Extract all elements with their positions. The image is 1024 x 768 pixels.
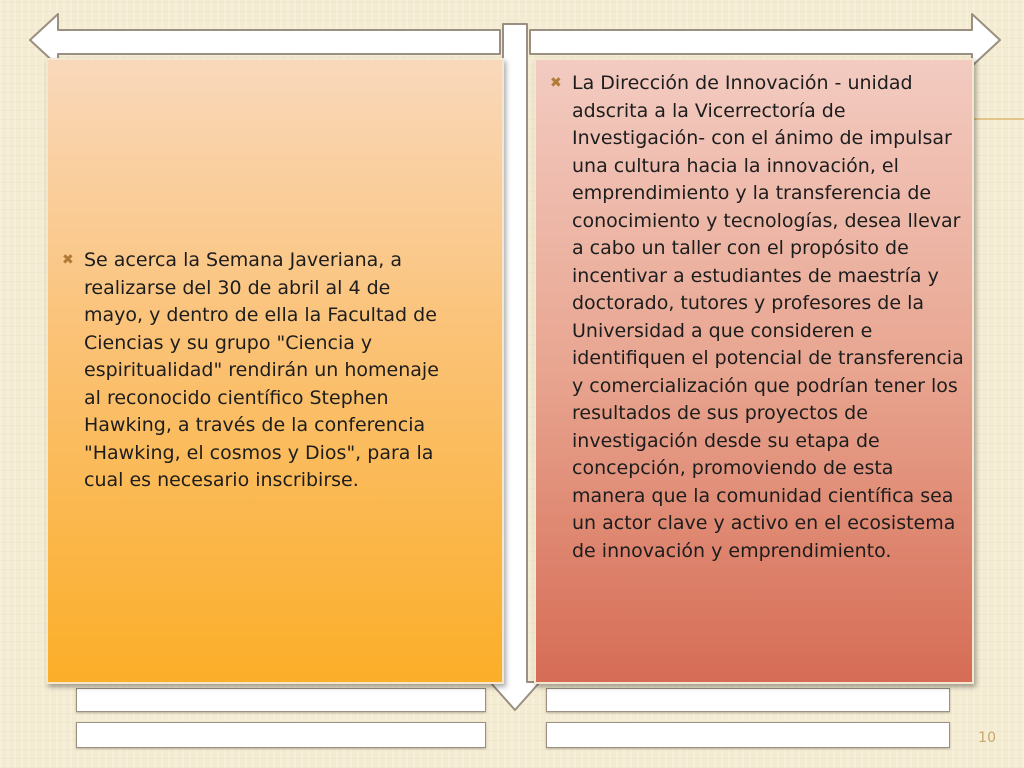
left-bullet-item <box>62 247 442 495</box>
left-content-panel <box>46 58 504 684</box>
x-bullet-icon: ✖ <box>62 252 74 269</box>
bottom-bar-right-2 <box>546 722 950 748</box>
right-content-panel <box>534 58 974 684</box>
left-bullet-text: Se acerca la Semana Javeriana, a realizarse del 30 de abril al 4 de mayo, y dentro de ella la Facultad de Ciencias y su grupo "Ciencia y espiritualidad" rendirán un homenaje al reconocido científico Stephen Hawking, a través de la conferencia "Hawking, el cosmos y Dios", para la cual es necesario inscribirse. <box>84 249 439 492</box>
right-bullet-text: La Dirección de Innovación - unidad adscrita a la Vicerrectoría de Investigación- con el ánimo de impulsar una cultura hacia la innovación, el emprendimiento y la transferencia de conocimiento y tecnologías, desea llevar a cabo un taller con el propósito de incentivar a estudiantes de maestría y doctorado, tutores y profesores de la Universidad a que consideren e identifiquen el potencial de transferencia y comercialización que podrían tener los resultados de sus proyectos de investigación desde su etapa de concepción, promoviendo de esta manera que la comunidad científica sea un actor clave y activo en el ecosistema de innovación y emprendimiento. <box>572 72 964 562</box>
page-number: 10 <box>978 730 996 746</box>
right-bullet-item <box>550 70 964 565</box>
bottom-bar-left-2 <box>76 722 486 748</box>
x-bullet-icon: ✖ <box>550 75 562 91</box>
bottom-bar-right-1 <box>546 688 950 712</box>
bottom-bar-left-1 <box>76 688 486 712</box>
